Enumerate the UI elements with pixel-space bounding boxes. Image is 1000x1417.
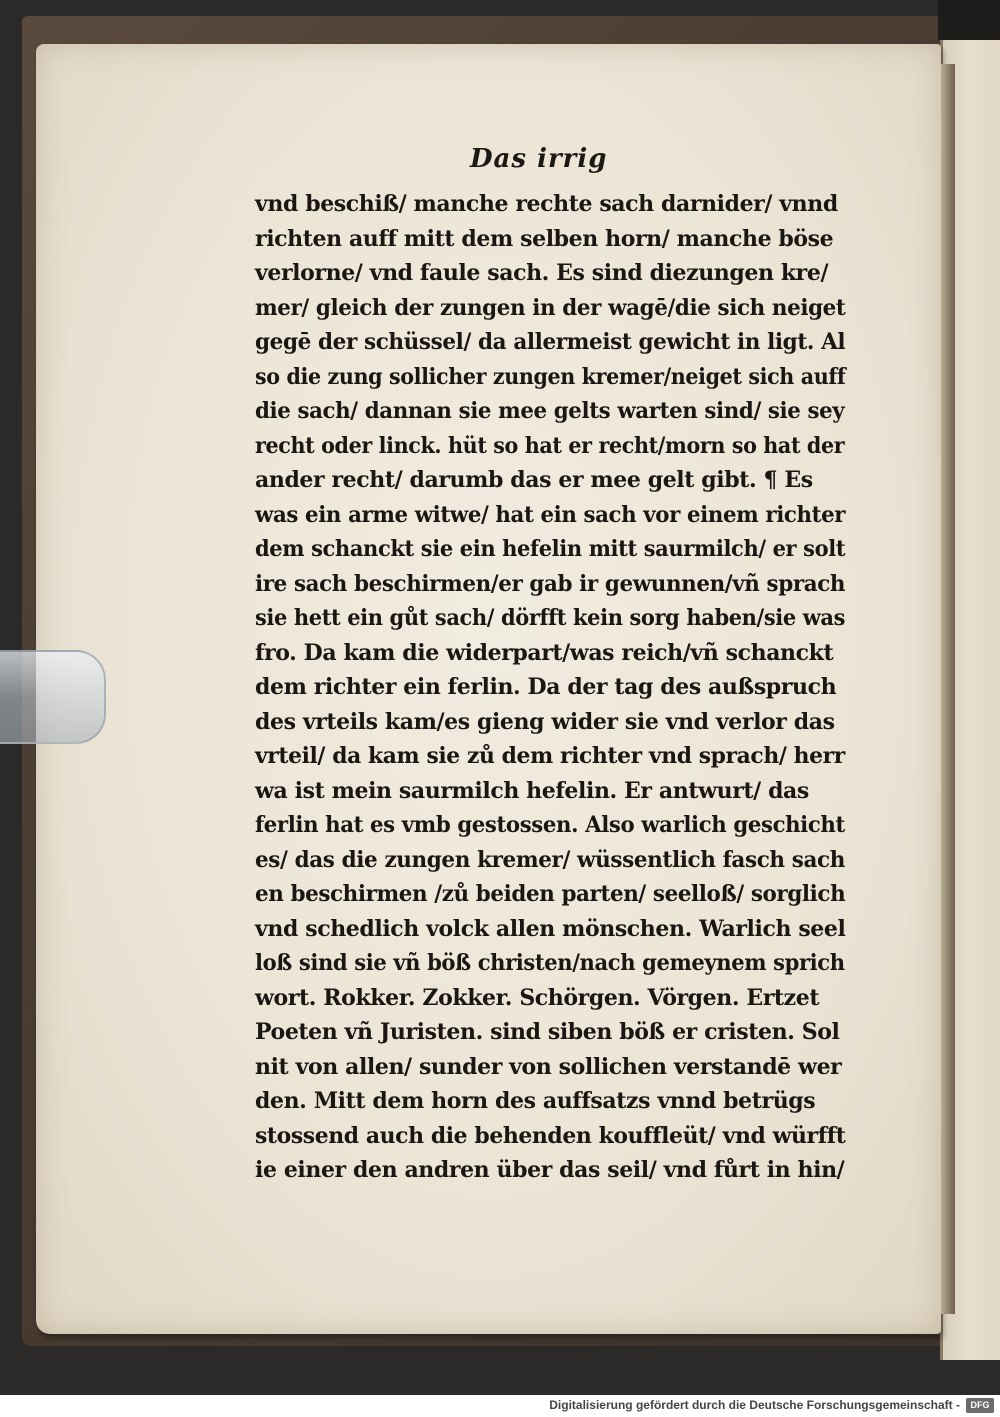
footer-bar bbox=[0, 1395, 1000, 1417]
text-line: wort. Rokker. Zokker. Schörgen. Vörgen. Ertzet bbox=[255, 984, 820, 1011]
text-line: recht oder linck. hüt so hat er recht/morn so hat der bbox=[255, 432, 845, 459]
funding-credit: Digitalisierung gefördert durch die Deutsche Forschungsgemeinschaft - bbox=[549, 1398, 960, 1412]
text-line: sie hett ein gůt sach/ dörfft kein sorg haben/sie was bbox=[255, 605, 845, 631]
text-line: gegē der schüssel/ da allermeist gewicht in ligt. Al bbox=[255, 329, 846, 355]
text-line: verlorne/ vnd faule sach. Es sind diezungen kre/ bbox=[255, 260, 829, 286]
text-line: wa ist mein saurmilch hefelin. Er antwurt/ das bbox=[255, 777, 809, 804]
text-block bbox=[255, 187, 845, 1188]
text-line: so die zung sollicher zungen kremer/neiget sich auff bbox=[255, 363, 846, 390]
text-line: vnd schedlich volck allen mönschen. Warlich seel bbox=[255, 915, 846, 942]
text-line: fro. Da kam die widerpart/was reich/vñ schanckt bbox=[255, 639, 834, 666]
text-line: die sach/ dannan sie mee gelts warten sind/ sie sey bbox=[255, 398, 845, 424]
text-line: vnd beschiß/ manche rechte sach darnider/ vnnd bbox=[255, 191, 838, 217]
running-head: Das irrig bbox=[470, 144, 608, 174]
text-line: dem richter ein ferlin. Da der tag des außspruch bbox=[255, 674, 837, 700]
text-line: ie einer den andren über das seil/ vnd fůrt in hin/ bbox=[255, 1157, 845, 1183]
text-line: was ein arme witwe/ hat ein sach vor einem richter bbox=[255, 501, 846, 528]
text-line: Poeten vñ Juristen. sind siben böß er cristen. Sol bbox=[255, 1019, 840, 1045]
text-line: des vrteils kam/es gieng wider sie vnd verlor das bbox=[255, 708, 835, 735]
text-line: mer/ gleich der zungen in der wagē/die sich neiget bbox=[255, 294, 846, 321]
text-line: richten auff mitt dem selben horn/ manche böse bbox=[255, 225, 834, 252]
text-line: nit von allen/ sunder von sollichen verstandē wer bbox=[255, 1053, 842, 1080]
text-line: es/ das die zungen kremer/ wüssentlich fasch sach bbox=[255, 846, 846, 873]
scan-background bbox=[938, 0, 1000, 40]
page-holder-clip bbox=[0, 650, 106, 744]
text-line: en beschirmen /zů beiden parten/ seelloß/ sorglich bbox=[255, 881, 846, 907]
text-line: vrteil/ da kam sie zů dem richter vnd sprach/ herr bbox=[255, 743, 845, 769]
text-line: ander recht/ darumb das er mee gelt gibt. ¶ Es bbox=[255, 467, 813, 493]
text-line: ferlin hat es vmb gestossen. Also warlich geschicht bbox=[255, 812, 845, 838]
gutter-shadow bbox=[941, 64, 955, 1314]
text-line: ire sach beschirmen/er gab ir gewunnen/vñ sprach bbox=[255, 570, 846, 597]
text-line: stossend auch die behenden kouffleüt/ vnd würfft bbox=[255, 1122, 846, 1149]
dfg-logo: DFG bbox=[966, 1398, 994, 1413]
text-line: dem schanckt sie ein hefelin mitt saurmilch/ er solt bbox=[255, 536, 846, 562]
text-line: loß sind sie vñ böß christen/nach gemeynem sprich bbox=[255, 950, 845, 976]
text-line: den. Mitt dem horn des auffsatzs vnnd betrügs bbox=[255, 1088, 816, 1114]
